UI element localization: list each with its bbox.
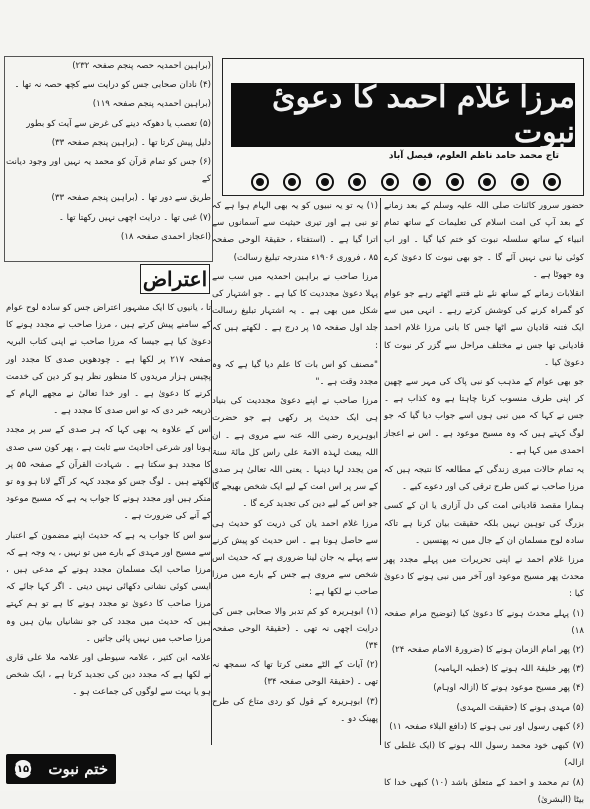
paragraph: (۵) مہدی ہونے کا (حقیقت المہدی) [456, 702, 584, 713]
paragraph: مرزا غلام احمد یان کی ذریت کو حدیث ہی سے حاصل ہونا ہے ۔ اس حدیث کو پیش کرنے سے پہلے یہ جان لینا ضروری ہے کہ حدیث اس شخص سے مروی ہے جس کے بارے میں مرزا صاحب نے لکھا ہے : [212, 518, 378, 598]
paragraph: (۲) پھر امام الزمان ہونے کا (ضرورۃ الامام صفحہ ۲۴) [391, 645, 584, 656]
paragraph: مرزا صاحب نے براہین احمدیہ میں سب سے پہلا دعویٰ مجددیت کا کیا ہے ۔ جو اشتہار کی شکل میں بھی ہے ۔ یہ اشتہار تبلیغ رسالت جلد اول صفحہ ۱۵ پر درج ہے ۔ لکھتے ہیں کہ : [212, 271, 378, 351]
column-divider [380, 198, 381, 745]
ornament-icon [348, 173, 366, 191]
footer-logo-bar [6, 754, 116, 784]
paragraph: جو بھی عوام کے مذہب کو نبی پاک کی مہر سے چھین کر اپنی طرف منسوب کرنا چاہتا ہے وہ کذاب ہے ۔ جس نے کہا کہ میں نبی ہوں اسے جواب دیا گیا کہ جو لوگ کہتے ہیں کہ وہ مسیح موعود ہے ۔ اس نے اعجاز احمدی میں کہا ہے ۔ [384, 377, 584, 456]
reference-list-item: (۴) نادان صحابی جس کو درایت سے کچھ حصہ نہ تھا ۔ [14, 80, 211, 91]
paragraph: مرزا صاحب نے اپنے دعوئ مجددیت کی بنیاد ہی ایک حدیث پر رکھی ہے جو حضرت ابوہریرہ رضی اللہ عنہ سے مروی ہے ۔ ان اللہ یبعث لہذہ الامۃ علی راس کل مائۃ سنۃ من یجدد لہا دینہا ۔ یعنی اللہ تعالیٰ ہر صدی کے سر پر اس امت کے لیے ایک شخص بھیجے گا جو اس کے لیے دین کی تجدید کرے گا ۔ [212, 396, 378, 510]
left-column [6, 300, 211, 740]
paragraph: (۳) پھر خلیفۃ اللہ ہونے کا (خطبہ الہامیہ) [434, 664, 584, 675]
objection-heading: اعتراض [142, 267, 208, 291]
ornament-icon [283, 173, 301, 191]
paragraph: (۱) پہلے محدث ہونے کا دعویٰ کیا (توضیح مرام صفحہ ۱۸) [384, 608, 584, 636]
left-top-list [6, 58, 211, 258]
objection-heading-box [140, 264, 210, 294]
page-number: (۱۵) [14, 760, 32, 778]
reference-list-item: (براہین احمدیہ پنجم صفحہ ۱۱۹) [92, 99, 211, 110]
reference-list-item: (۶) جس کو تمام قرآن کو محمد یہ نہیں اور وجود دیانت کے [6, 157, 211, 185]
middle-column [212, 198, 378, 743]
title-plate [231, 80, 575, 150]
paragraph: اس کے علاوہ یہ بھی کہا کہ ہر صدی کے سر پر مجدد ہونا اور شرعی احادیث سے ثابت ہے ، پھر کون سی صدی کا مجدد ہو سکتا ہے ۔ شہادت القرآن کے صفحہ ۵۵ پر لکھتے ہیں ۔ لوگ جس کو مجدد کہہ کر آگے لانا ہو وہ تو منکر ہیں اور مجدد ہونے کا جواب یہ ہے کہ مسیح موعود کے آنے کی ضرورت ہے ۔ [6, 425, 211, 522]
article-author: تاج محمد حامد ناظم العلوم، فیصل آباد [388, 151, 559, 161]
paragraph: (۲) آیات کے الٹے معنی کرتا تھا کہ سمجھ نہ تھی ۔ (حقیقۃ الوحی صفحہ ۳۴) [212, 660, 378, 688]
paragraph: ہمارا مقصد قادیانی امت کی دل آزاری یا ان کے کسی بزرگ کی توہین نہیں بلکہ حقیقت بیان کرنا ہے تاکہ سادہ لوح مسلمان ان کے جال میں نہ پھنسیں ۔ [384, 501, 584, 546]
title-banner [222, 58, 584, 196]
reference-list-item: (۷) غبی تھا ۔ درایت اچھی نہیں رکھتا تھا ۔ [58, 212, 211, 223]
ornament-icon [543, 173, 561, 191]
paragraph: (۷) کبھی خود محمد رسول اللہ ہونے کا (ایک غلطی کا ازالہ) [384, 741, 584, 769]
ornament-icon [316, 173, 334, 191]
paragraph: حضور سرور کائنات صلی اللہ علیہ وسلم کے بعد زمانے کے بعد آپ کی امت اسلام کی تعلیمات کے ساتھ تمام انبیاء کے ساتھ سلسلہ نبوت کو ختم کیا گیا ۔ اور اب کوئی نیا نبی نہیں آئے گا ۔ جو بھی نبوت کا دعویٰ کرے وہ جھوٹا ہے ۔ [384, 201, 584, 280]
paragraph: (۴) پھر مسیح موعود ہونے کا (ازالہ اوہام) [433, 683, 584, 694]
paragraph: (۳) ابوہریرہ کے قول کو ردی متاع کی طرح پھینک دو ۔ [212, 696, 378, 724]
paragraph: "مصنف کو اس بات کا علم دیا گیا ہے کہ وہ مجدد وقت ہے ۔" [212, 359, 378, 388]
paragraph: یہ تمام حالات میری زندگی کے مطالعہ کا نتیجہ ہیں کہ مرزا صاحب نے کس طرح ترقی کی اور دعوے کیے ۔ [384, 465, 584, 493]
reference-list-item: دلیل پیش کرتا تھا ۔ (براہین پنجم صفحہ ۳۳) [51, 137, 211, 148]
right-column [384, 198, 584, 805]
magazine-logo: ختم نبوت [48, 760, 108, 778]
reference-list-item: طریق سے دور تھا ۔ (براہین پنجم صفحہ ۳۳) [51, 193, 211, 204]
ornament-icon [511, 173, 529, 191]
paragraph: (۱) یہ تو یہ نبیوں کو یہ بھی الہام ہوا ہے کہ تو نبی ہے اور تیری حیثیت سے آسمانوں سے اترا گیا ہے ۔ (استفتاء ، حقیقۃ الوحی صفحہ ۸۵ ، فروری ۱۹۰۶ء مندرجہ تبلیغ رسالت) [212, 201, 378, 263]
paragraph: تا ، یانیوں کا ایک مشہور اعتراض جس کو سادہ لوح عوام کے سامنے پیش کرتے ہیں ، مرزا صاحب نے مجدد ہونے کا دعویٰ کیا ہے جیسا کہ مرزا صاحب نے اپنی کتاب البریہ صفحہ ۲۱۷ پر لکھا ہے ۔ چودھویں صدی کا مجدد اور پچیس ہزار مریدوں کا منظور نظر ہو کر دین کی خدمت کرنے کا دعویٰ ہے ۔ اور خدا تعالیٰ نے مجھے الہام کے ذریعہ خبر دی کہ تو اس صدی کا مجدد ہے ۔ [6, 303, 211, 417]
ornament-icon [381, 173, 399, 191]
ornament-icon [251, 173, 269, 191]
ornament-row [251, 173, 561, 191]
paragraph: انقلابات زمانے کے ساتھ نئے نئے فتنے اٹھتے رہے جو عوام کو گمراہ کرنے کی کوشش کرتے رہے ۔ انہی میں سے ایک فتنہ قادیان سے اٹھا جس کا بانی مرزا غلام احمد قادیانی تھا جس نے مختلف مراحل سے گزر کر نبوت کا دعویٰ کیا ۔ [384, 289, 584, 368]
ornament-icon [446, 173, 464, 191]
ornament-icon [413, 173, 431, 191]
reference-list-item: (اعجاز احمدی صفحہ ۱۸) [120, 231, 211, 242]
paragraph: (۶) کبھی رسول اور نبی ہونے کا (دافع البلاء صفحہ ۱۱) [389, 721, 584, 732]
paragraph: سو اس کا جواب یہ ہے کہ حدیث اپنے مضمون کے اعتبار سے مسیح اور مہدی کے بارے میں تو نہیں ، یہ وجہ ہے کہ مرزا صاحب ایک مسلمان مجدد ہونے کے مدعی ہیں ، ایسی کوئی نشانی دکھائی نہیں دیتی ۔ اگر کہا جائے کہ مرزا صاحب کا دعویٰ تو مجدد ہونے کا ہے تو ہم کہتے ہیں کہ حدیث میں مجدد کی جو نشانیاں بیان ہیں وہ مرزا صاحب میں نہیں پائی جاتیں ۔ [6, 530, 211, 644]
ornament-icon [478, 173, 496, 191]
paragraph: (۸) تم محمد و احمد کے متعلق باشد (۱۰) کبھی خدا کا بیٹا (البشریٰ) [384, 777, 584, 805]
article-title: مرزا غلام احمد کا دعوئ نبوت [271, 80, 575, 150]
reference-list-item: (۵) تعصب یا دھوکہ دینے کی غرض سے آیت کو بطور [26, 118, 211, 129]
reference-list-item: (براہین احمدیہ حصہ پنجم صفحہ ۲۳۲) [72, 61, 211, 71]
paragraph: مرزا غلام احمد نے اپنی تحریرات میں پہلے مجدد پھر محدث پھر مسیح موعود اور آخر میں نبی ہونے کا دعویٰ کیا : [384, 555, 584, 600]
paragraph: (۱) ابوہریرہ کو کم تدبر والا صحابی جس کی درایت اچھی نہ تھی ۔ (حقیقۃ الوحی صفحہ ۳۴) [212, 606, 378, 652]
paragraph: علامہ ابن کثیر ، علامہ سیوطی اور علامہ ملا علی قاری نے لکھا ہے کہ مجدد دین کی تجدید کرتا ہے ، ایک شخص ہو یا بہت سے لوگوں کی جماعت ہو ۔ [6, 653, 211, 698]
